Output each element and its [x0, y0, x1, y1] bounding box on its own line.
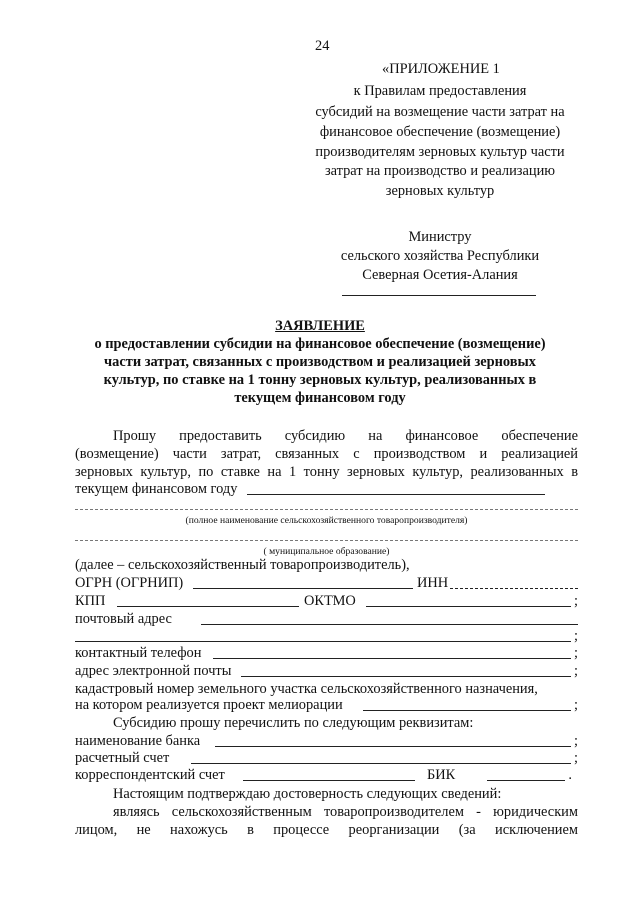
- bik-field[interactable]: [487, 780, 565, 781]
- appendix-line: к Правилам предоставления: [353, 83, 527, 99]
- municipality-caption: ( муниципальное образование): [263, 546, 390, 557]
- appendix-line: финансовое обеспечение (возмещение): [319, 124, 561, 140]
- request-last-line: текущем финансовом году: [75, 481, 238, 497]
- cadastral-label: кадастровый номер земельного участка сельскохозяйственного назначения,: [75, 681, 538, 697]
- addressee-line: Министру: [408, 229, 472, 245]
- transfer-intro: Субсидию прошу перечислить по следующим реквизитам:: [113, 715, 474, 731]
- confirm-line: являясь сельскохозяйственным товаропроизводителем - юридическим: [113, 804, 578, 820]
- appendix-line: затрат на производство и реализацию: [324, 163, 556, 179]
- semicolon: ;: [574, 733, 578, 749]
- hereinafter-text: (далее – сельскохозяйственный товаропроизводитель),: [75, 557, 410, 573]
- postal-address-field-2[interactable]: [75, 641, 571, 642]
- postal-address-field[interactable]: [201, 624, 578, 625]
- phone-label: контактный телефон: [75, 645, 202, 661]
- addressee-signature-line: [342, 295, 536, 296]
- statement-subject-line: о предоставлении субсидии на финансовое обеспечение (возмещение): [94, 336, 546, 352]
- oktmo-label: ОКТМО: [304, 593, 356, 609]
- phone-row: [75, 645, 578, 662]
- corr-account-field[interactable]: [243, 780, 415, 781]
- bank-name-label: наименование банка: [75, 733, 201, 749]
- semicolon: ;: [574, 697, 578, 713]
- bank-name-row: [75, 733, 578, 750]
- request-line: зерновых культур, по ставке на 1 тонну зерновых культур, реализованных в: [75, 464, 578, 480]
- postal-address-row: [75, 611, 578, 628]
- municipality-field[interactable]: [75, 540, 578, 541]
- email-row: [75, 663, 578, 680]
- bik-label: БИК: [427, 767, 456, 783]
- statement-title: ЗАЯВЛЕНИЕ: [275, 318, 365, 334]
- account-field[interactable]: [191, 763, 571, 764]
- ogrn-field[interactable]: [193, 588, 413, 589]
- postal-address-label: почтовый адрес: [75, 611, 172, 627]
- confirm-line: лицом, не нахожусь в процессе реорганизации (за исключением: [75, 822, 578, 838]
- semicolon: ;: [574, 663, 578, 679]
- postal-address-row-2: [75, 628, 578, 645]
- semicolon: ;: [574, 593, 578, 609]
- statement-subject-line: текущем финансовом году: [234, 390, 406, 406]
- producer-name-field[interactable]: [75, 509, 578, 510]
- account-label: расчетный счет: [75, 750, 170, 766]
- cadastral-row: [75, 697, 578, 714]
- confirm-intro: Настоящим подтверждаю достоверность следующих сведений:: [113, 786, 502, 802]
- corr-account-label: корреспондентский счет: [75, 767, 225, 783]
- account-row: [75, 750, 578, 767]
- statement-subject-line: части затрат, связанных с производством и реализацией зерновых: [104, 354, 536, 370]
- page-number: 24: [315, 38, 330, 54]
- request-year-row: [75, 481, 578, 498]
- ogrn-inn-row: [75, 575, 578, 592]
- ogrn-label: ОГРН (ОГРНИП): [75, 575, 184, 591]
- kpp-field[interactable]: [117, 606, 299, 607]
- appendix-line: производителям зерновых культур части: [315, 144, 565, 160]
- appendix-title: «ПРИЛОЖЕНИЕ 1: [382, 61, 500, 77]
- cadastral-label-2: на котором реализуется проект мелиорации: [75, 697, 343, 713]
- email-field[interactable]: [241, 676, 571, 677]
- oktmo-field[interactable]: [366, 606, 571, 607]
- inn-field[interactable]: [450, 588, 578, 589]
- statement-subject-line: культур, по ставке на 1 тонну зерновых культур, реализованных в: [103, 372, 537, 388]
- request-line: Прошу предоставить субсидию на финансовое обеспечение: [113, 428, 578, 444]
- fiscal-year-field[interactable]: [247, 494, 545, 495]
- bank-name-field[interactable]: [215, 746, 571, 747]
- appendix-line: субсидий на возмещение части затрат на: [315, 104, 565, 120]
- appendix-line: зерновых культур: [385, 183, 495, 199]
- cadastral-field[interactable]: [363, 710, 571, 711]
- inn-label: ИНН: [417, 575, 449, 591]
- addressee-line: Северная Осетия-Алания: [362, 267, 518, 283]
- phone-field[interactable]: [213, 658, 571, 659]
- kpp-label: КПП: [75, 593, 106, 609]
- request-line: (возмещение) части затрат, связанных с производством и реализацией: [75, 446, 578, 462]
- addressee-line: сельского хозяйства Республики: [340, 248, 540, 264]
- email-label: адрес электронной почты: [75, 663, 232, 679]
- corr-account-row: [75, 767, 578, 784]
- period: .: [568, 767, 572, 783]
- producer-name-caption: (полное наименование сельскохозяйственного товаропроизводителя): [185, 515, 468, 526]
- kpp-oktmo-row: [75, 593, 578, 610]
- semicolon: ;: [574, 645, 578, 661]
- semicolon: ;: [574, 628, 578, 644]
- semicolon: ;: [574, 750, 578, 766]
